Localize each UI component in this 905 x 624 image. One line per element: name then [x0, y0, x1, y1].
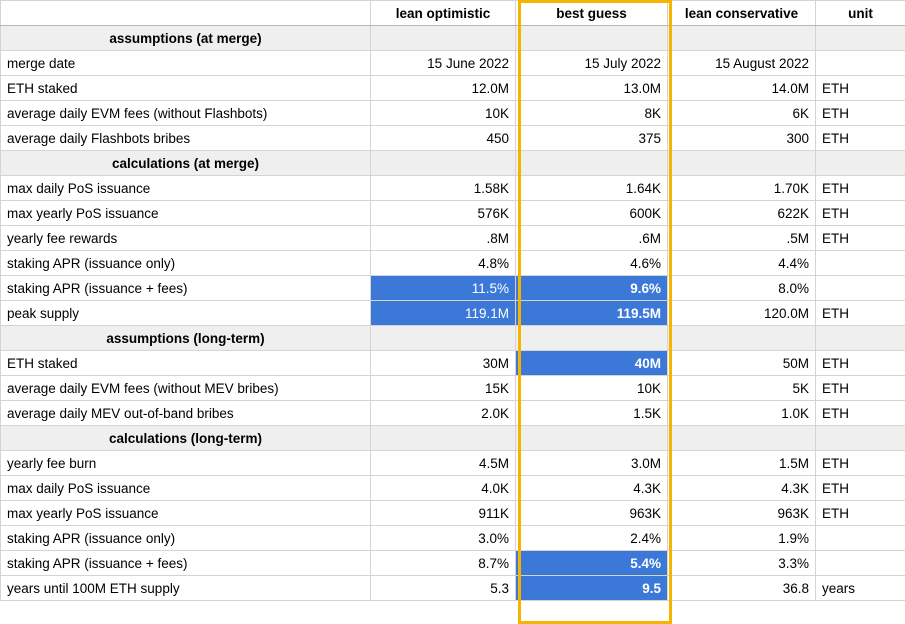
header-lean-conservative: lean conservative — [668, 1, 816, 26]
cell-unit — [816, 526, 905, 551]
cell-lean-optimistic: 15 June 2022 — [371, 51, 516, 76]
section-row — [1, 326, 905, 351]
cell-unit — [816, 251, 905, 276]
cell-unit: ETH — [816, 401, 905, 426]
cell-lean-conservative: 50M — [668, 351, 816, 376]
cell-unit: ETH — [816, 501, 905, 526]
section-empty-cell — [668, 426, 816, 451]
cell-lean-conservative: 3.3% — [668, 551, 816, 576]
section-empty-cell — [371, 151, 516, 176]
table-row — [1, 251, 905, 276]
section-label: calculations (long-term) — [1, 426, 371, 451]
table-header-row — [1, 1, 905, 26]
cell-lean-optimistic: .8M — [371, 226, 516, 251]
cell-best-guess: 10K — [516, 376, 668, 401]
row-label: max yearly PoS issuance — [1, 501, 371, 526]
cell-lean-conservative: 300 — [668, 126, 816, 151]
cell-unit: ETH — [816, 376, 905, 401]
table-row — [1, 276, 905, 301]
cell-best-guess: 375 — [516, 126, 668, 151]
cell-lean-conservative: 1.9% — [668, 526, 816, 551]
cell-lean-conservative: 1.70K — [668, 176, 816, 201]
cell-lean-optimistic: 1.58K — [371, 176, 516, 201]
section-empty-cell — [516, 426, 668, 451]
section-empty-cell — [816, 26, 905, 51]
table-row — [1, 501, 905, 526]
header-blank — [1, 1, 371, 26]
cell-unit: ETH — [816, 76, 905, 101]
cell-unit: ETH — [816, 126, 905, 151]
row-label: staking APR (issuance only) — [1, 526, 371, 551]
cell-lean-optimistic: 2.0K — [371, 401, 516, 426]
row-label: average daily Flashbots bribes — [1, 126, 371, 151]
cell-unit — [816, 276, 905, 301]
cell-lean-optimistic: 3.0% — [371, 526, 516, 551]
header-unit: unit — [816, 1, 905, 26]
cell-unit: ETH — [816, 176, 905, 201]
cell-best-guess: 4.3K — [516, 476, 668, 501]
cell-lean-conservative: 14.0M — [668, 76, 816, 101]
section-empty-cell — [371, 326, 516, 351]
cell-lean-conservative: 8.0% — [668, 276, 816, 301]
cell-lean-conservative: 963K — [668, 501, 816, 526]
cell-unit: ETH — [816, 451, 905, 476]
cell-best-guess: 8K — [516, 101, 668, 126]
section-empty-cell — [516, 151, 668, 176]
table-row — [1, 76, 905, 101]
cell-best-guess: 40M — [516, 351, 668, 376]
cell-best-guess: 119.5M — [516, 301, 668, 326]
section-row — [1, 26, 905, 51]
cell-unit: ETH — [816, 101, 905, 126]
cell-best-guess: 9.6% — [516, 276, 668, 301]
cell-best-guess: 600K — [516, 201, 668, 226]
cell-lean-conservative: 1.5M — [668, 451, 816, 476]
cell-unit: ETH — [816, 476, 905, 501]
section-label: assumptions (at merge) — [1, 26, 371, 51]
section-empty-cell — [668, 151, 816, 176]
section-row — [1, 426, 905, 451]
table-row — [1, 401, 905, 426]
cell-best-guess: 2.4% — [516, 526, 668, 551]
cell-lean-optimistic: 15K — [371, 376, 516, 401]
table-row — [1, 51, 905, 76]
row-label: average daily MEV out-of-band bribes — [1, 401, 371, 426]
row-label: yearly fee rewards — [1, 226, 371, 251]
table-row — [1, 351, 905, 376]
cell-lean-optimistic: 4.8% — [371, 251, 516, 276]
cell-best-guess: 9.5 — [516, 576, 668, 601]
cell-lean-conservative: 15 August 2022 — [668, 51, 816, 76]
cell-best-guess: 3.0M — [516, 451, 668, 476]
cell-lean-optimistic: 5.3 — [371, 576, 516, 601]
row-label: peak supply — [1, 301, 371, 326]
table-row — [1, 226, 905, 251]
table-row — [1, 526, 905, 551]
cell-lean-optimistic: 4.0K — [371, 476, 516, 501]
cell-unit: ETH — [816, 351, 905, 376]
row-label: average daily EVM fees (without Flashbots) — [1, 101, 371, 126]
row-label: staking APR (issuance only) — [1, 251, 371, 276]
row-label: average daily EVM fees (without MEV bribes) — [1, 376, 371, 401]
section-empty-cell — [371, 26, 516, 51]
table-row — [1, 376, 905, 401]
row-label: merge date — [1, 51, 371, 76]
section-label: assumptions (long-term) — [1, 326, 371, 351]
cell-unit — [816, 51, 905, 76]
cell-lean-conservative: 36.8 — [668, 576, 816, 601]
cell-lean-conservative: 5K — [668, 376, 816, 401]
table-row — [1, 451, 905, 476]
cell-lean-conservative: 120.0M — [668, 301, 816, 326]
cell-unit — [816, 551, 905, 576]
section-row — [1, 151, 905, 176]
table-row — [1, 576, 905, 601]
cell-best-guess: 4.6% — [516, 251, 668, 276]
cell-unit: ETH — [816, 301, 905, 326]
row-label: max daily PoS issuance — [1, 476, 371, 501]
cell-lean-conservative: 4.4% — [668, 251, 816, 276]
table-row — [1, 551, 905, 576]
cell-lean-optimistic: 12.0M — [371, 76, 516, 101]
cell-lean-optimistic: 576K — [371, 201, 516, 226]
section-empty-cell — [516, 26, 668, 51]
row-label: years until 100M ETH supply — [1, 576, 371, 601]
cell-unit: ETH — [816, 201, 905, 226]
cell-lean-optimistic: 911K — [371, 501, 516, 526]
cell-lean-conservative: 622K — [668, 201, 816, 226]
section-label: calculations (at merge) — [1, 151, 371, 176]
cell-lean-conservative: .5M — [668, 226, 816, 251]
row-label: max daily PoS issuance — [1, 176, 371, 201]
cell-lean-optimistic: 11.5% — [371, 276, 516, 301]
cell-lean-conservative: 6K — [668, 101, 816, 126]
section-empty-cell — [668, 326, 816, 351]
table-row — [1, 126, 905, 151]
cell-best-guess: 15 July 2022 — [516, 51, 668, 76]
cell-lean-conservative: 4.3K — [668, 476, 816, 501]
cell-lean-optimistic: 4.5M — [371, 451, 516, 476]
row-label: staking APR (issuance + fees) — [1, 551, 371, 576]
row-label: ETH staked — [1, 351, 371, 376]
cell-unit: years — [816, 576, 905, 601]
row-label: staking APR (issuance + fees) — [1, 276, 371, 301]
section-empty-cell — [516, 326, 668, 351]
table-row — [1, 201, 905, 226]
section-empty-cell — [371, 426, 516, 451]
cell-lean-optimistic: 8.7% — [371, 551, 516, 576]
cell-lean-optimistic: 119.1M — [371, 301, 516, 326]
cell-best-guess: 13.0M — [516, 76, 668, 101]
row-label: max yearly PoS issuance — [1, 201, 371, 226]
table-row — [1, 176, 905, 201]
cell-lean-optimistic: 450 — [371, 126, 516, 151]
cell-unit: ETH — [816, 226, 905, 251]
cell-best-guess: 963K — [516, 501, 668, 526]
cell-best-guess: 5.4% — [516, 551, 668, 576]
header-best-guess: best guess — [516, 1, 668, 26]
section-empty-cell — [816, 426, 905, 451]
row-label: yearly fee burn — [1, 451, 371, 476]
cell-best-guess: .6M — [516, 226, 668, 251]
cell-lean-optimistic: 30M — [371, 351, 516, 376]
section-empty-cell — [816, 326, 905, 351]
cell-best-guess: 1.5K — [516, 401, 668, 426]
section-empty-cell — [668, 26, 816, 51]
table-row — [1, 101, 905, 126]
row-label: ETH staked — [1, 76, 371, 101]
table-row — [1, 301, 905, 326]
cell-lean-conservative: 1.0K — [668, 401, 816, 426]
cell-best-guess: 1.64K — [516, 176, 668, 201]
header-lean-optimistic: lean optimistic — [371, 1, 516, 26]
table-row — [1, 476, 905, 501]
cell-lean-optimistic: 10K — [371, 101, 516, 126]
section-empty-cell — [816, 151, 905, 176]
